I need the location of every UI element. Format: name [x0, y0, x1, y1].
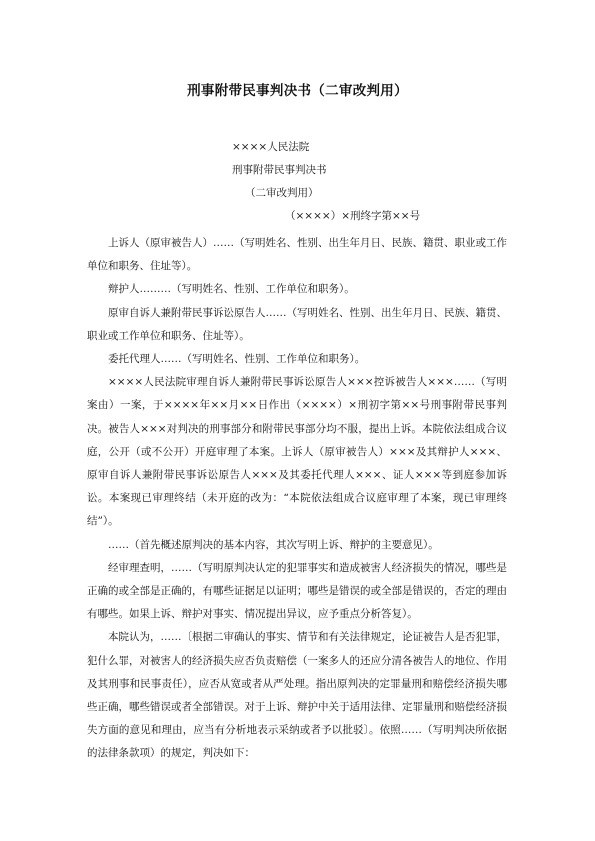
court-name: ××××人民法院 [232, 141, 310, 153]
paragraph-case-history: ××××人民法院审理自诉人兼附带民事诉讼原告人×××控诉被告人×××……（写明案由）一案，于××××年××月××日作出（××××）×刑初字第××号刑事附带民事判决。被告人×××对判决的刑事部分和附带民事部分均不服，提出上诉。本院依法组成合议庭，公开（或不公开）开庭审理了本案。上诉人（原审被告人）×××及其辩护人×××、原审自诉人兼附带民事诉讼原告人×××及其委托代理人×××、证人×××等到庭参加诉讼。本案现已审理终结（未开庭的改为：“本院依法组成合议庭审理了本案，现已审理终结”）。 [87, 376, 507, 528]
document-type: 刑事附带民事判决书 [232, 164, 327, 176]
document-title: 刑事附带民事判决书（二审改判用） [187, 83, 408, 99]
document-body [87, 232, 507, 766]
paragraph-appellant: 上诉人（原审被告人）……（写明姓名、性别、出生年月日、民族、籍贯、职业或工作单位和职务、住址等）。 [87, 237, 507, 273]
paragraph-defender: 辩护人………（写明姓名、性别、工作单位和职务）。 [108, 283, 355, 296]
paragraph-findings: 经审理查明，……（写明原判决认定的犯罪事实和造成被害人经济损失的情况，哪些是正确的或全部是正确的，有哪些证据足以证明；哪些是错误的或全部是错误的，否定的理由有哪些。如果上诉、辩护对事实、情况提出异议，应予重点分析答复）。 [87, 561, 507, 621]
case-number: （××××）×刑终字第××号 [285, 210, 421, 222]
paragraph-private-prosecutor: 原审自诉人兼附带民事诉讼原告人……（写明姓名、性别、出生年月日、民族、籍贯、职业或工作单位和职务、住址等）。 [87, 306, 507, 342]
paragraph-court-opinion: 本院认为，……〔根据二审确认的事实、情节和有关法律规定，论证被告人是否犯罪，犯什么罪，对被害人的经济损失应否负责赔偿（一案多人的还应分清各被告人的地位、作用及其刑事和民事责任），应否从宽或者从严处理。指出原判决的定罪量刑和赔偿经济损失哪些正确，哪些错误或者全部错误。对于上诉、辩护中关于适用法律、定罪量刑和赔偿经济损失方面的意见和理由，应当有分析地表示采纳或者予以批驳〕。依照……（写明判决所依据的法律条款项）的规定，判决如下： [87, 631, 507, 760]
paragraph-agent: 委托代理人……（写明姓名、性别、工作单位和职务）。 [108, 353, 366, 366]
paragraph-summary: ……（首先概述原判决的基本内容，其次写明上诉、辩护的主要意见）。 [108, 538, 439, 551]
document-subtitle: （二审改判用） [245, 187, 319, 199]
